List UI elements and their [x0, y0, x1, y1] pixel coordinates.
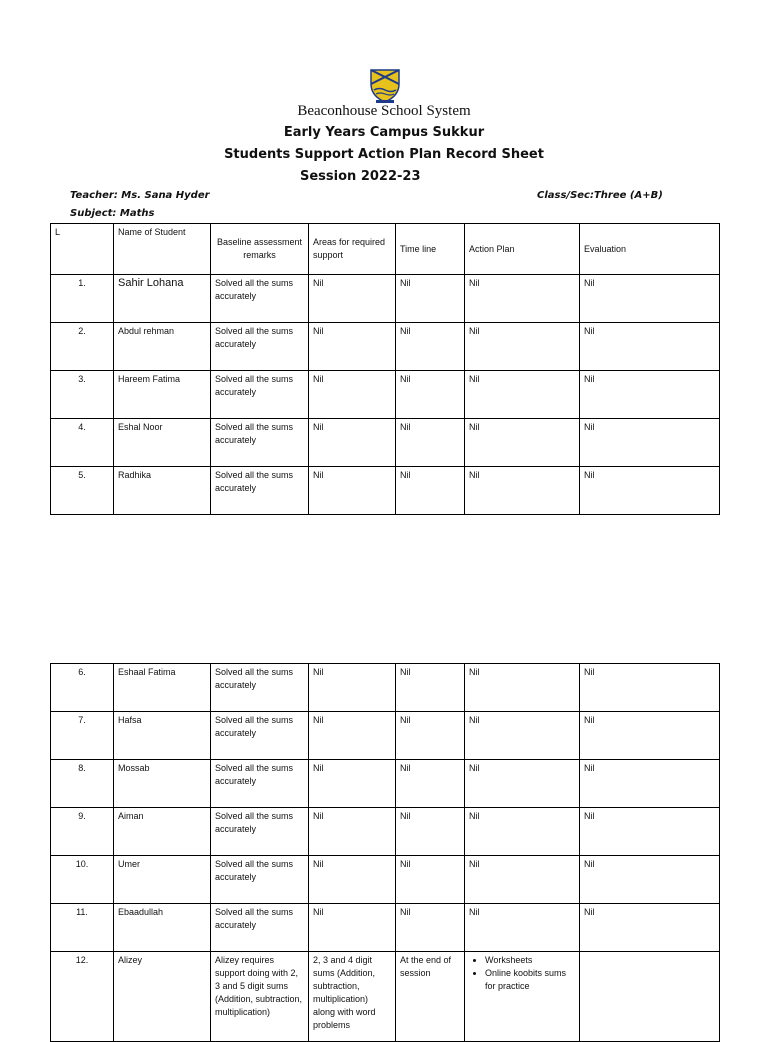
action-plan-cell: Nil [465, 419, 580, 467]
class-section-label: Class/Sec:Three (A+B) [537, 190, 663, 201]
table-row [51, 952, 720, 1042]
timeline-cell: At the end of session [396, 952, 465, 1042]
table-row [51, 371, 720, 419]
areas-cell: Nil [309, 419, 396, 467]
areas-cell: Nil [309, 467, 396, 515]
evaluation-cell: Nil [580, 664, 720, 712]
timeline-cell: Nil [396, 664, 465, 712]
serial-cell: 10. [51, 856, 114, 904]
serial-cell: 5. [51, 467, 114, 515]
support-plan-table-2 [50, 663, 720, 1042]
baseline-cell: Solved all the sums accurately [211, 419, 309, 467]
baseline-cell: Solved all the sums accurately [211, 467, 309, 515]
evaluation-cell: Nil [580, 467, 720, 515]
student-name-cell: Aiman [114, 808, 211, 856]
header-action-plan: Action Plan [465, 224, 580, 275]
student-name-cell: Eshaal Fatima [114, 664, 211, 712]
areas-cell: Nil [309, 760, 396, 808]
areas-cell: Nil [309, 712, 396, 760]
table-row [51, 712, 720, 760]
serial-cell: 11. [51, 904, 114, 952]
serial-cell: 12. [51, 952, 114, 1042]
evaluation-cell: Nil [580, 760, 720, 808]
action-plan-cell: Nil [465, 760, 580, 808]
timeline-cell: Nil [396, 808, 465, 856]
table-row [51, 856, 720, 904]
evaluation-cell: Nil [580, 275, 720, 323]
evaluation-cell: Nil [580, 808, 720, 856]
action-plan-cell: Nil [465, 712, 580, 760]
action-plan-item: • Online koobits sums for practice [485, 967, 575, 993]
baseline-cell: Solved all the sums accurately [211, 712, 309, 760]
campus-name: Early Years Campus Sukkur [283, 125, 485, 140]
header-baseline: Baseline assessment remarks [211, 224, 309, 275]
serial-cell: 6. [51, 664, 114, 712]
table-row [51, 467, 720, 515]
baseline-cell: Solved all the sums accurately [211, 371, 309, 419]
subject-label: Subject: Maths [70, 208, 155, 219]
serial-cell: 2. [51, 323, 114, 371]
evaluation-cell: Nil [580, 371, 720, 419]
areas-cell: Nil [309, 371, 396, 419]
serial-cell: 9. [51, 808, 114, 856]
student-name-cell: Radhika [114, 467, 211, 515]
baseline-cell: Solved all the sums accurately [211, 323, 309, 371]
student-name-cell: Hareem Fatima [114, 371, 211, 419]
baseline-cell: Solved all the sums accurately [211, 760, 309, 808]
student-name-cell: Umer [114, 856, 211, 904]
evaluation-cell: Nil [580, 323, 720, 371]
timeline-cell: Nil [396, 323, 465, 371]
student-name-cell: Mossab [114, 760, 211, 808]
baseline-cell: Alizey requires support doing with 2, 3 and 5 digit sums (Addition, subtraction, multiplication) [211, 952, 309, 1042]
evaluation-cell: Nil [580, 904, 720, 952]
timeline-cell: Nil [396, 371, 465, 419]
baseline-cell: Solved all the sums accurately [211, 664, 309, 712]
teacher-label: Teacher: Ms. Sana Hyder [70, 190, 210, 201]
evaluation-cell: Nil [580, 419, 720, 467]
table-row [51, 664, 720, 712]
sheet-title: Students Support Action Plan Record Sheet [224, 147, 544, 162]
areas-cell: Nil [309, 856, 396, 904]
timeline-cell: Nil [396, 856, 465, 904]
baseline-cell: Solved all the sums accurately [211, 856, 309, 904]
table-row [51, 323, 720, 371]
table-row [51, 904, 720, 952]
student-name-cell: Hafsa [114, 712, 211, 760]
action-plan-cell: Nil [465, 371, 580, 419]
baseline-cell: Solved all the sums accurately [211, 808, 309, 856]
student-name-cell: Ebaadullah [114, 904, 211, 952]
serial-cell: 8. [51, 760, 114, 808]
serial-cell: 7. [51, 712, 114, 760]
student-name-cell: Sahir Lohana [114, 275, 211, 323]
timeline-cell: Nil [396, 712, 465, 760]
baseline-cell: Solved all the sums accurately [211, 275, 309, 323]
school-crest-logo [368, 68, 402, 104]
evaluation-cell: Nil [580, 712, 720, 760]
areas-cell: Nil [309, 808, 396, 856]
header-name: Name of Student [114, 224, 211, 275]
table-header-row [51, 224, 720, 275]
action-plan-cell: Nil [465, 467, 580, 515]
areas-cell: Nil [309, 904, 396, 952]
action-plan-cell: Nil [465, 904, 580, 952]
student-name-cell: Alizey [114, 952, 211, 1042]
header-areas: Areas for required support [309, 224, 396, 275]
school-name: Beaconhouse School System [297, 103, 471, 119]
action-plan-cell: Nil [465, 664, 580, 712]
areas-cell: Nil [309, 664, 396, 712]
serial-cell: 1. [51, 275, 114, 323]
baseline-cell: Solved all the sums accurately [211, 904, 309, 952]
action-plan-cell: Nil [465, 323, 580, 371]
action-plan-cell: Nil [465, 275, 580, 323]
support-plan-table-1 [50, 223, 720, 515]
action-plan-cell: Nil [465, 808, 580, 856]
table-row [51, 760, 720, 808]
table-row [51, 419, 720, 467]
action-plan-cell [465, 952, 580, 1042]
timeline-cell: Nil [396, 275, 465, 323]
student-name-cell: Eshal Noor [114, 419, 211, 467]
action-plan-item: • Worksheets [485, 954, 575, 967]
session-label: Session 2022-23 [300, 169, 421, 184]
timeline-cell: Nil [396, 467, 465, 515]
areas-cell: Nil [309, 275, 396, 323]
evaluation-cell [580, 952, 720, 1042]
areas-cell: Nil [309, 323, 396, 371]
table-row [51, 275, 720, 323]
timeline-cell: Nil [396, 419, 465, 467]
evaluation-cell: Nil [580, 856, 720, 904]
action-plan-list [469, 954, 575, 993]
serial-cell: 3. [51, 371, 114, 419]
timeline-cell: Nil [396, 904, 465, 952]
table-row [51, 808, 720, 856]
header-timeline: Time line [396, 224, 465, 275]
student-name-cell: Abdul rehman [114, 323, 211, 371]
action-plan-cell: Nil [465, 856, 580, 904]
header-evaluation: Evaluation [580, 224, 720, 275]
timeline-cell: Nil [396, 760, 465, 808]
header-serial: L [51, 224, 114, 275]
serial-cell: 4. [51, 419, 114, 467]
areas-cell: 2, 3 and 4 digit sums (Addition, subtraction, multiplication) along with word problems [309, 952, 396, 1042]
